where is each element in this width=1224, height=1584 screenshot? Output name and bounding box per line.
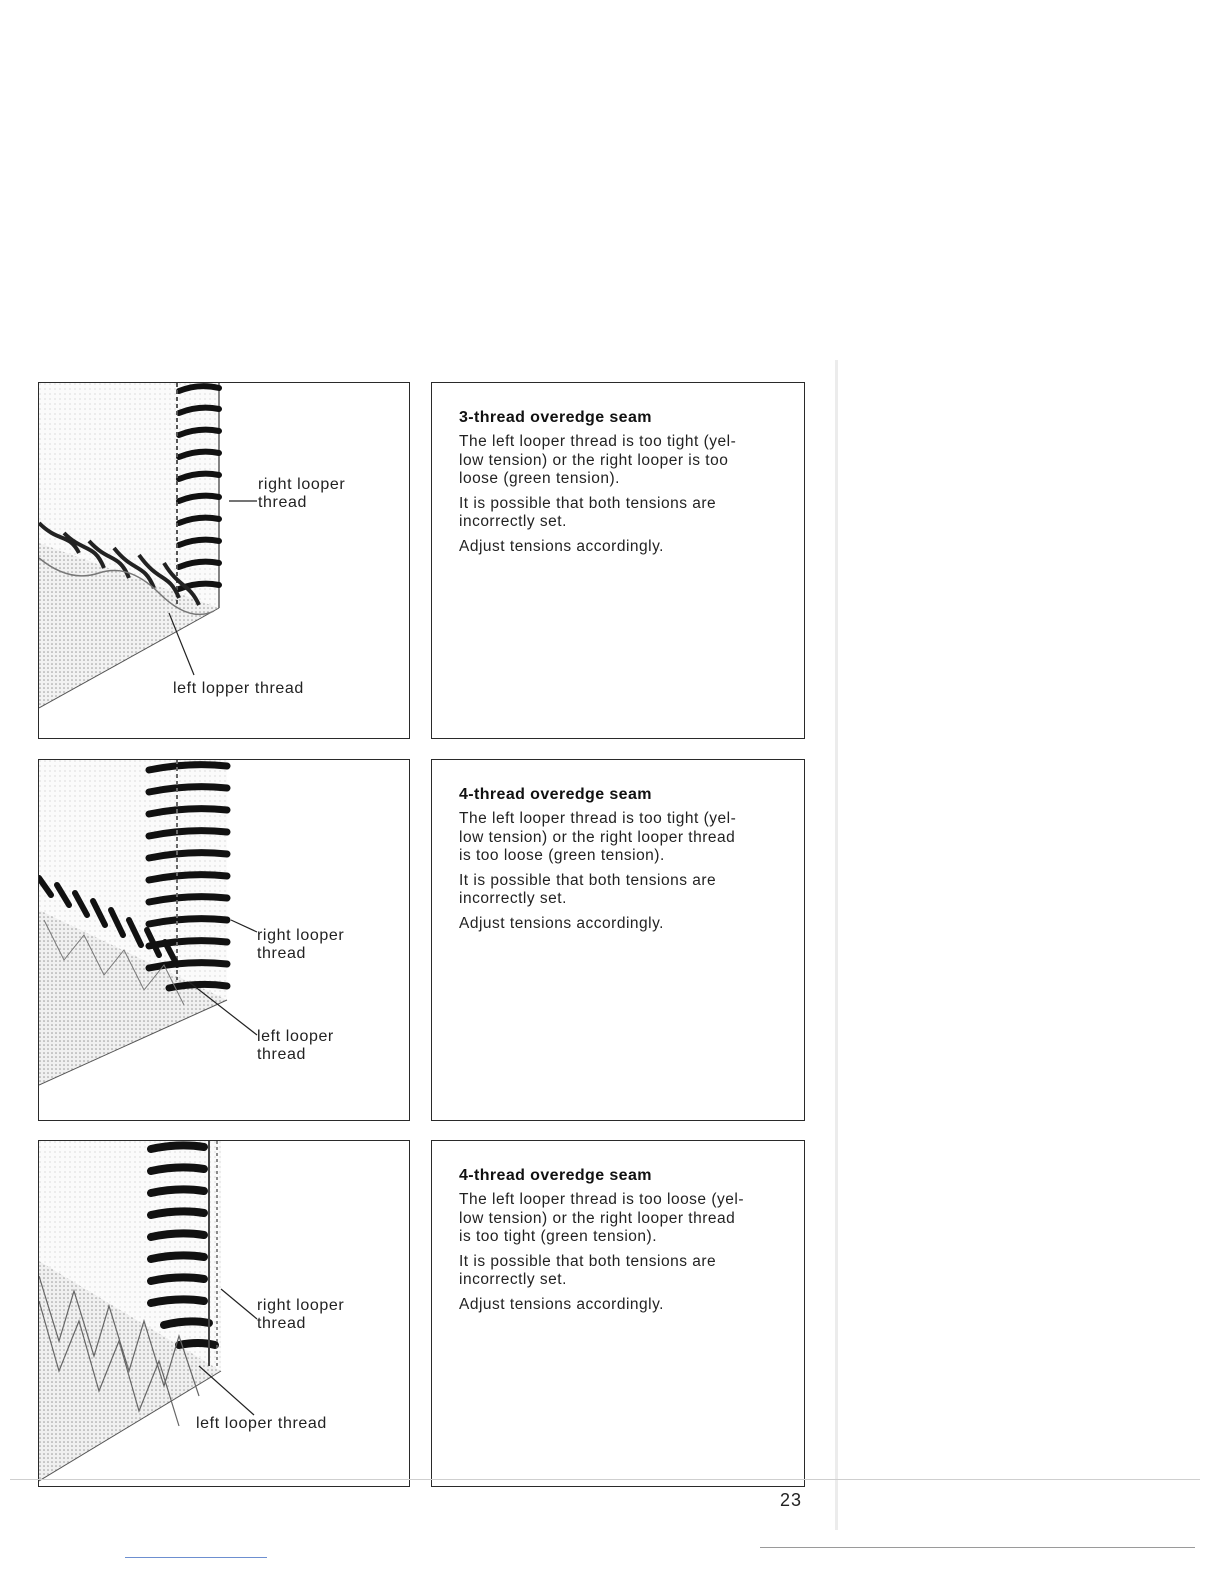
scan-shadow-line	[835, 360, 838, 1530]
seam-illustration-2	[39, 760, 410, 1121]
text-panel-4-thread-loose	[431, 1140, 805, 1487]
panel-paragraph: Adjust tensions accordingly.	[459, 1295, 664, 1313]
illustration-3-thread-seam	[38, 382, 410, 739]
panel-paragraph: It is possible that both tensions are incorrectly set.	[459, 494, 717, 530]
label-right-looper-thread: right looper thread	[257, 927, 345, 962]
label-left-looper-thread: left lopper thread	[173, 680, 304, 697]
scan-blue-mark	[125, 1557, 267, 1558]
panel-heading: 4-thread overedge seam	[459, 786, 652, 803]
panel-paragraph: The left looper thread is too tight (yel- low tension) or the right looper is too loose (green tension).	[459, 433, 737, 487]
label-right-looper-thread: right looper thread	[257, 1297, 345, 1332]
illustration-4-thread-seam-loose	[38, 1140, 410, 1487]
panel-paragraph: It is possible that both tensions are incorrectly set.	[459, 1252, 717, 1288]
label-right-looper-thread: right looper thread	[258, 476, 346, 511]
seam-illustration-3	[39, 1141, 410, 1487]
scan-footer-line	[760, 1547, 1195, 1548]
panel-heading: 3-thread overedge seam	[459, 409, 652, 426]
text-panel-3-thread	[431, 382, 805, 739]
page-number: 23	[780, 1490, 803, 1510]
illustration-4-thread-seam-tight	[38, 759, 410, 1121]
scan-baseline	[10, 1479, 1200, 1480]
label-left-looper-thread: left looper thread	[196, 1415, 327, 1432]
panel-heading: 4-thread overedge seam	[459, 1167, 652, 1184]
panel-paragraph: The left looper thread is too tight (yel- low tension) or the right looper thread is too loose (green tension).	[459, 810, 737, 864]
panel-paragraph: The left looper thread is too loose (yel- low tension) or the right looper thread is too tight (green tension).	[459, 1191, 744, 1245]
text-panel-4-thread-tight	[431, 759, 805, 1121]
panel-paragraph: It is possible that both tensions are incorrectly set.	[459, 871, 717, 907]
label-left-looper-thread: left looper thread	[257, 1028, 334, 1063]
panel-paragraph: Adjust tensions accordingly.	[459, 914, 664, 932]
panel-paragraph: Adjust tensions accordingly.	[459, 537, 664, 555]
